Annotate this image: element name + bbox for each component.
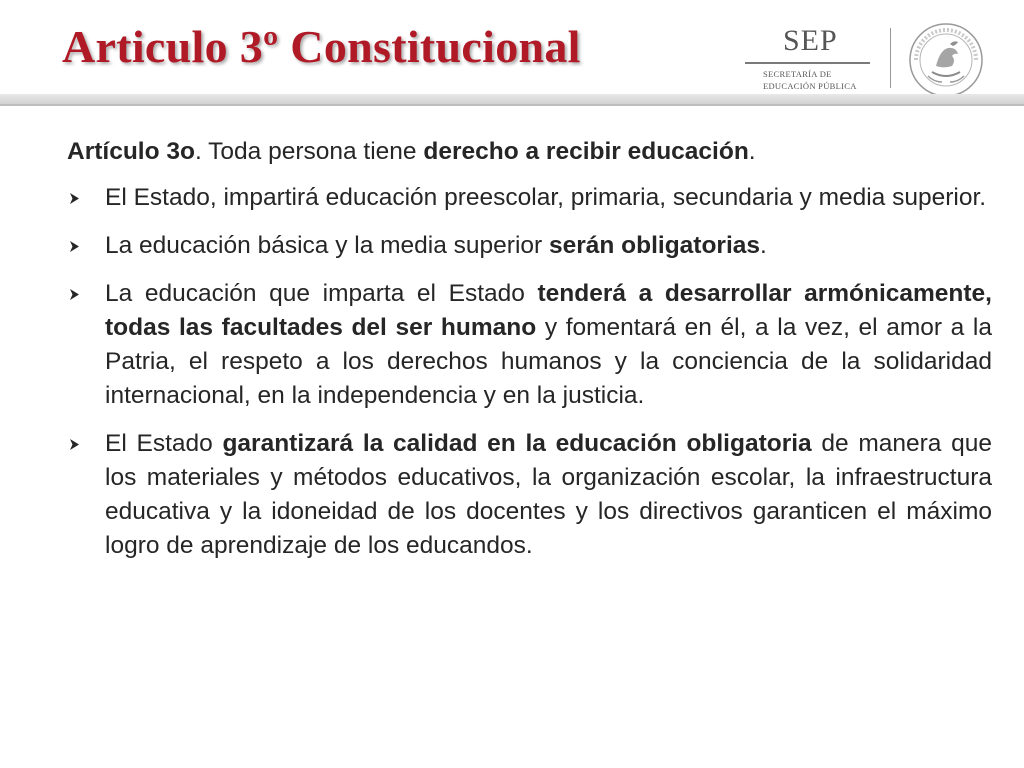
- logo-divider: [890, 28, 891, 88]
- slide-body: [67, 135, 992, 577]
- bullet-list: [67, 181, 992, 563]
- slide-header: [0, 0, 1024, 100]
- sep-logo-name: SEP: [783, 24, 838, 57]
- intro-paragraph: [67, 135, 992, 169]
- bullet-text-tail: .: [760, 232, 767, 259]
- bullet-text-tail: y fomentará en él, a la vez, el amor a la Patria, el respeto a los derechos humanos y la conciencia de la solidaridad internacional, en la independencia y en la justicia.: [105, 314, 992, 409]
- intro-text: . Toda persona tiene: [194, 138, 424, 165]
- arrow-bullet-icon: [67, 277, 87, 311]
- header-band: [0, 94, 1024, 104]
- arrow-bullet-icon: [67, 181, 87, 215]
- slide-title: Articulo 3º Constitucional: [62, 21, 581, 72]
- coat-of-arms-seal-icon: [906, 20, 986, 100]
- sep-logo: [745, 24, 870, 94]
- sep-logo-rule: [745, 62, 870, 64]
- sep-logo-subtitle: [763, 68, 873, 92]
- header-band-line: [0, 104, 1024, 106]
- list-item: [67, 229, 992, 263]
- list-item: [67, 181, 992, 215]
- arrow-bullet-icon: [67, 229, 87, 263]
- intro-end: .: [748, 138, 756, 165]
- bullet-bold: tenderá a desarrollar armónicamente, todas las facultades del ser humano: [105, 280, 992, 341]
- sep-logo-line1: SECRETARÍA DE: [763, 69, 832, 79]
- bullet-text: La educación básica y la media superior: [105, 232, 549, 259]
- bullet-text: El Estado: [105, 430, 223, 457]
- bullet-text: La educación que imparta el Estado: [105, 280, 538, 307]
- intro-label: Artículo 3o: [67, 138, 195, 165]
- list-item: [67, 277, 992, 413]
- intro-bold: derecho a recibir educación: [423, 138, 749, 165]
- sep-logo-line2: EDUCACIÓN PÚBLICA: [763, 81, 857, 91]
- bullet-text-tail: de manera que los materiales y métodos educativos, la organización escolar, la infraestructura educativa y la idoneidad de los docentes y los directivos garanticen el máximo logro de aprendizaje de los educandos.: [105, 430, 992, 559]
- list-item: [67, 427, 992, 563]
- bullet-bold: garantizará la calidad en la educación obligatoria: [222, 430, 812, 457]
- bullet-bold: serán obligatorias: [548, 232, 761, 259]
- arrow-bullet-icon: [67, 427, 87, 461]
- bullet-text: El Estado, impartirá educación preescolar, primaria, secundaria y media superior.: [105, 184, 987, 211]
